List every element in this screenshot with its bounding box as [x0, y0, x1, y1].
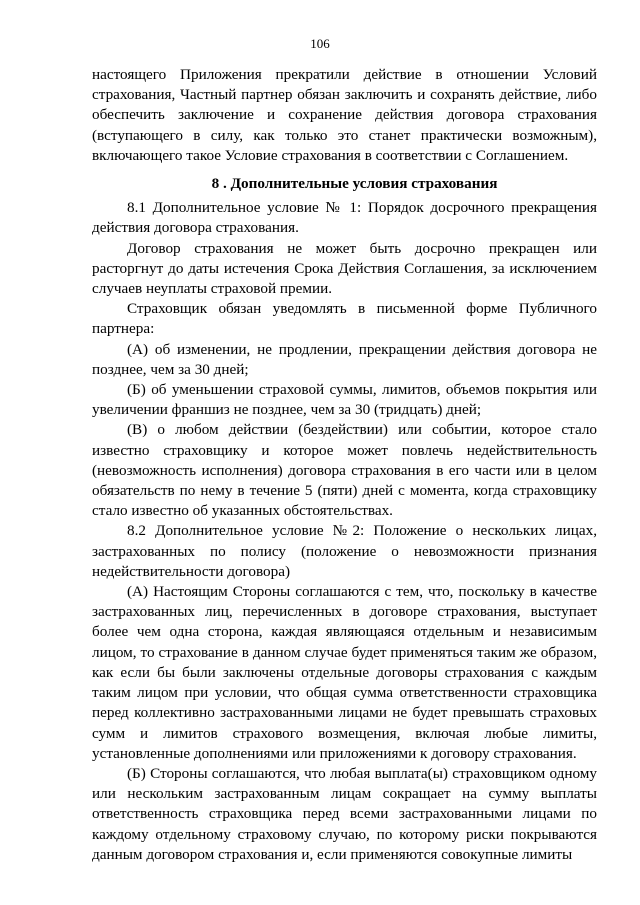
section-heading: 8 . Дополнительные условия страхования: [211, 175, 498, 193]
list-item-a: (А) об изменении, не продлении, прекращении действия договора не позднее, чем за 30 дней;: [92, 340, 597, 378]
document-body: [92, 65, 597, 865]
list-item-b-2: (Б) Стороны соглашаются, что любая выплата(ы) страховщиком одному или нескольким застрахованным лицам сокращает на сумму выплаты ответственность страховщика перед всеми застрахованными лицами по каждому отдельному страховому случаю, по которому риски покрываются данным договором страхования и, если применяются совокупные лимиты: [92, 764, 597, 863]
list-item-a-2: (А) Настоящим Стороны соглашаются с тем, что, поскольку в качестве застрахованных лиц, перечисленных в договоре страхования, выступает более чем одна сторона, каждая являющаяся отдельным и независимым лицом, то страхование в данном случае будет применяться таким же образом, как если бы были заключены отдельные договоры страхования с каждым таким лицом при условии, что общая сумма ответственности страховщика перед коллективно застрахованными лицами не будет превышать страховых сумм и лимитов страхового возмещения, включая любые лимиты, установленные дополнениями или приложениями к договору страхования.: [92, 583, 597, 762]
page-number: 106: [310, 36, 330, 51]
paragraph-8-1: 8.1 Дополнительное условие № 1: Порядок досрочного прекращения действия договора страхования.: [92, 199, 597, 237]
list-item-b: (Б) об уменьшении страховой суммы, лимитов, объемов покрытия или увеличении франшиз не позднее, чем за 30 (тридцать) дней;: [92, 381, 597, 419]
paragraph-continuation: настоящего Приложения прекратили действие в отношении Условий страхования, Частный партнер обязан заключить и сохранять действие, либо обеспечить заключение и сохранение действия договора страхования (вступающего в силу, как только это станет практически возможным), включающего такое Условие страхования в соответствии с Соглашением.: [92, 66, 597, 164]
paragraph-termination-rule: Договор страхования не может быть досрочно прекращен или расторгнут до даты истечения Срока Действия Соглашения, за исключением случаев неуплаты страховой премии.: [92, 239, 597, 298]
paragraph-notification: Страховщик обязан уведомлять в письменной форме Публичного партнера:: [92, 300, 597, 338]
paragraph-8-2: 8.2 Дополнительное условие №2: Положение о нескольких лицах, застрахованных по полису (положение о невозможности признания недействительности договора): [92, 522, 597, 580]
list-item-c: (В) о любом действии (бездействии) или событии, которое стало известно страховщику и которое может повлечь недействительность (невозможность исполнения) договора страхования в его части или в целом обязательств по нему в течение 5 (пяти) дней с момента, когда страховщику стало известно об указанных обстоятельствах.: [92, 421, 597, 520]
